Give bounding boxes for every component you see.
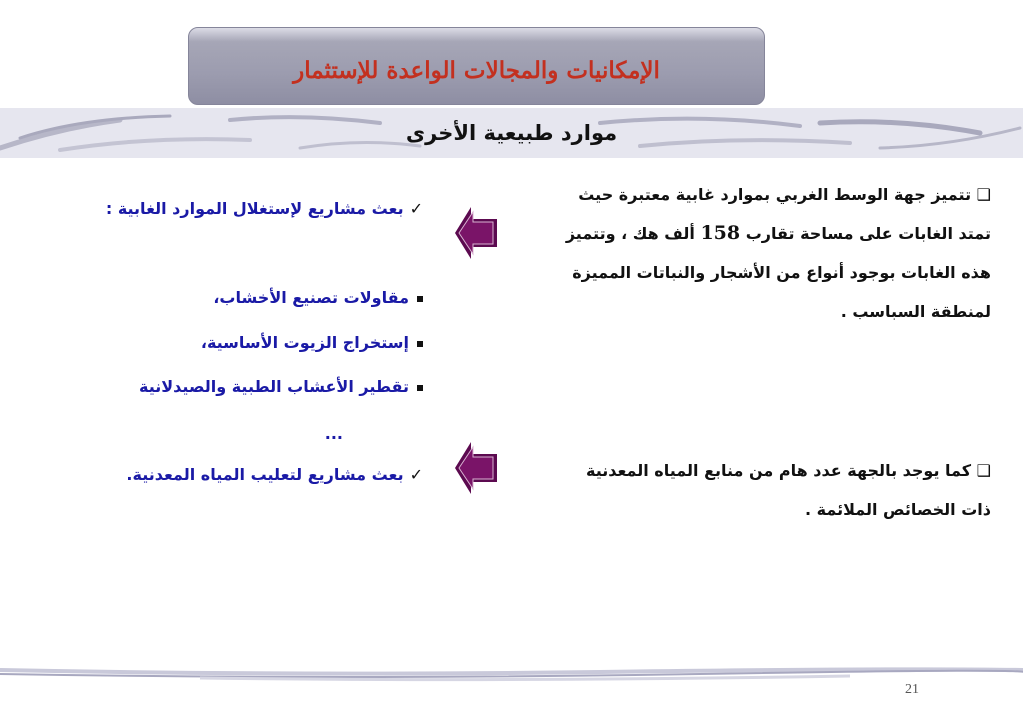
list-item-text: مقاولات تصنيع الأخشاب، bbox=[213, 288, 409, 307]
check-item-forest-projects bbox=[106, 199, 423, 218]
section-subtitle: موارد طبيعية الأخرى bbox=[405, 121, 618, 145]
para1-line3: هذه الغابات بوجود أنواع من الأشجار والنباتات المميزة bbox=[572, 263, 991, 282]
slide-title: الإمكانيات والمجالات الواعدة للإستثمار bbox=[293, 56, 660, 84]
page-number: 21 bbox=[905, 682, 919, 697]
para1-line4: لمنطقة السباسب . bbox=[840, 302, 991, 321]
list-item bbox=[139, 377, 423, 396]
ellipsis bbox=[325, 424, 343, 443]
forest-paragraph bbox=[533, 175, 991, 331]
arrow-left-icon bbox=[453, 438, 499, 498]
para2-line1: كما يوجد بالجهة عدد هام من منابع المياه المعدنية bbox=[586, 461, 972, 480]
mineral-water-paragraph bbox=[533, 451, 991, 529]
bullet-square-icon bbox=[417, 296, 423, 302]
list-item-text: إستخراج الزيوت الأساسية، bbox=[200, 333, 409, 352]
bullet-square-icon: ❑ bbox=[976, 185, 991, 204]
bullet-square-icon bbox=[417, 385, 423, 391]
ellipsis-text: ... bbox=[324, 424, 343, 443]
list-item bbox=[201, 333, 423, 352]
list-item-text: تقطير الأعشاب الطبية والصيدلانية bbox=[139, 377, 409, 396]
list-item bbox=[213, 288, 423, 307]
arrow-left-icon bbox=[453, 203, 499, 263]
para1-line2a: تمتد الغابات على مساحة تقارب bbox=[745, 224, 991, 243]
bullet-square-icon: ❑ bbox=[976, 461, 991, 480]
check2-text: بعث مشاريع لتعليب المياه المعدنية. bbox=[126, 465, 404, 484]
bullet-square-icon bbox=[417, 341, 423, 347]
forest-area-number: 158 bbox=[700, 222, 741, 244]
para1-line2b: ألف هك ، وتتميز bbox=[565, 224, 695, 243]
check-item-water-projects bbox=[126, 465, 423, 484]
check1-text: بعث مشاريع لإستغلال الموارد الغابية : bbox=[105, 199, 404, 218]
para1-line1: تتميز جهة الوسط الغربي بموارد غابية معتبرة حيث bbox=[578, 185, 972, 204]
check-icon: ✓ bbox=[409, 199, 423, 218]
para2-line2: ذات الخصائص الملائمة . bbox=[805, 500, 991, 519]
check-icon: ✓ bbox=[409, 465, 423, 484]
title-box bbox=[188, 27, 765, 105]
